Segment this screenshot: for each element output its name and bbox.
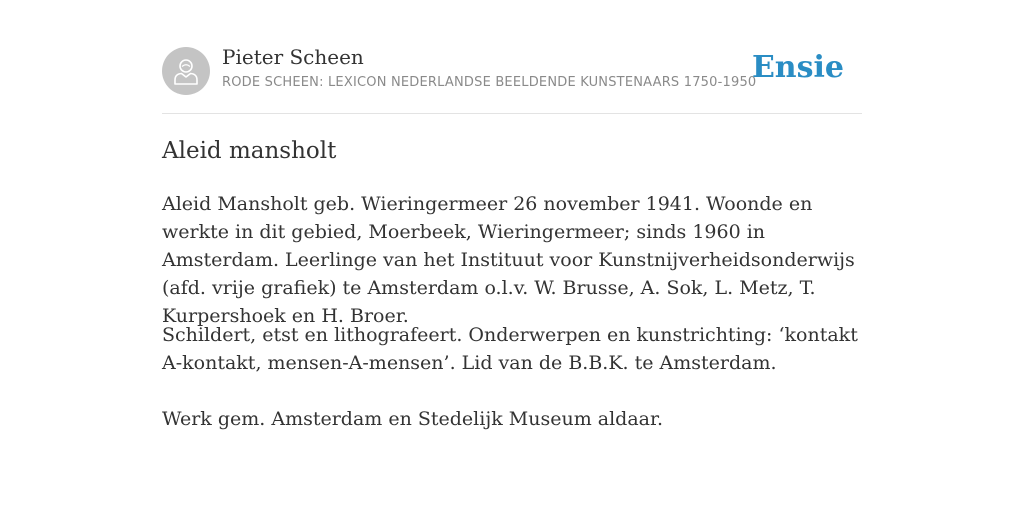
author-name[interactable]: Pieter Scheen <box>222 45 364 69</box>
ensie-logo[interactable]: Ensie <box>751 50 844 85</box>
avatar[interactable] <box>162 47 210 95</box>
page-title: Aleid mansholt <box>162 138 337 164</box>
paragraph-practice: Schildert, etst en lithografeert. Onderwerpen en kunstrichting: ‘kontakt A-kontakt, mensen-A-mensen’. Lid van de B.B.K. te Amsterdam. <box>162 324 858 374</box>
entry-card <box>162 0 862 430</box>
source-title[interactable]: RODE SCHEEN: LEXICON NEDERLANDSE BEELDENDE KUNSTENAARS 1750-1950 <box>222 75 757 90</box>
entry-header <box>162 0 862 114</box>
paragraph-collections: Werk gem. Amsterdam en Stedelijk Museum aldaar. <box>162 408 664 430</box>
user-icon <box>173 57 199 85</box>
paragraph-biography: Aleid Mansholt geb. Wieringermeer 26 november 1941. Woonde en werkte in dit gebied, Moerbeek, Wieringermeer; sinds 1960 in Amsterdam. Leerlinge van het Instituut voor Kunstnijverheidsonderwijs (afd. vrije grafiek) te Amsterdam o.l.v. W. Brusse, A. Sok, L. Metz, T. Kurpershoek en H. Broer. <box>162 193 855 327</box>
